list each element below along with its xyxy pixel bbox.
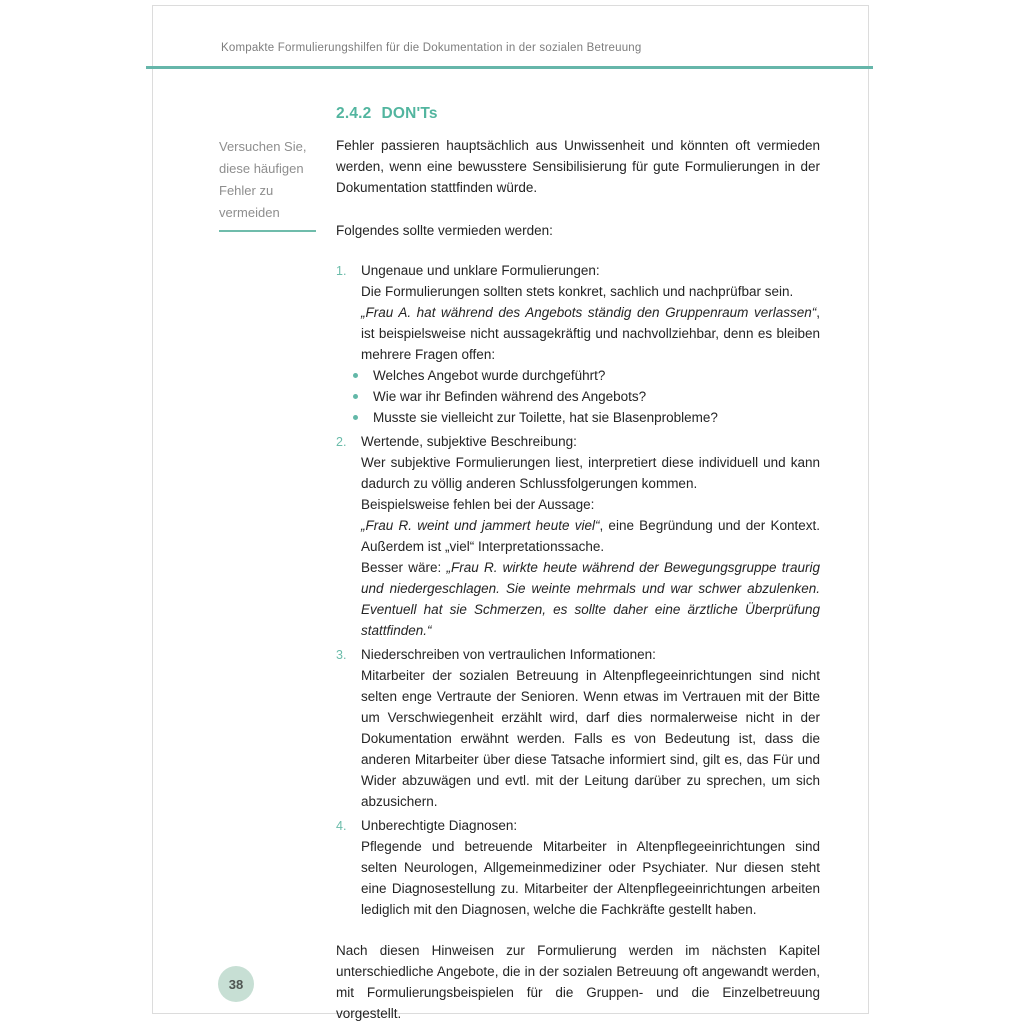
bullet-text: Musste sie vielleicht zur Toilette, hat sie Blasenprobleme? [373,410,718,425]
list-item-1 [336,260,820,428]
bullet-text: Wie war ihr Befinden während des Angebots? [373,389,647,404]
header-rule [146,66,873,69]
closing-paragraph: Nach diesen Hinweisen zur Formulierung werden im nächsten Kapitel unterschiedliche Angebote, die in der sozialen Betreuung oft angewandt werden, mit Formulierungsbeispielen für die Gruppen- und die Einzelbetreuung vorgestellt. [336,943,820,1021]
list-item-2 [336,431,820,641]
list-item-title: Wertende, subjektive Beschreibung: [361,434,577,449]
page-number: 38 [228,976,244,992]
bullet-item [352,407,820,428]
list-item-text: Mitarbeiter der sozialen Betreuung in Altenpflegeeinrichtungen sind nicht selten enge Vertraute der Senioren. Wenn etwas im Vertrauen mit der Bitte um Verschwiegenheit erzählt wird, darf dies normalerweise nicht in der Dokumentation erwähnt werden. Falls es von Bedeutung ist, dass die anderen Mitarbeiter über diese Tatsache informiert sind, gilt es, das Für und Wider abzuwägen und evtl. mit der Leitung darüber zu sprechen, um sich abzusichern. [361,668,820,809]
list-item-number: 1. [336,264,347,278]
list-item-body [361,260,820,428]
margin-note-line: Fehler zu [219,183,274,198]
bullet-text: Welches Angebot wurde durchgeführt? [373,368,606,383]
bullet-icon [352,365,373,386]
margin-note-line: vermeiden [219,205,280,220]
list-item-title: Unberechtigte Diagnosen: [361,818,518,833]
bullet-icon [352,407,373,428]
list-item-4 [336,815,820,920]
bullet-list [361,365,820,428]
lead-line: Folgendes sollte vermieden werden: [336,223,553,238]
list-item-text: Wer subjektive Formulierungen liest, interpretiert diese individuell und kann dadurch zu völlig anderen Schlussfolgerungen kommen. Beispielsweise fehlen bei der Aussage: „Frau R. weint und jammert heute viel“, eine Begründung und der Kontext. Außerdem ist „viel“ Interpretationssache. Besser wäre: „Frau R. wirkte heute während der Bewegungsgruppe traurig und niedergeschlagen. Sie weinte mehrmals und war schwer abzulenken. Eventuell hat sie Schmerzen, es sollte daher eine ärztliche Überprüfung stattfinden.“ [361,455,820,638]
bullet-item [352,386,820,407]
margin-note-underline [219,230,316,232]
list-item-number: 2. [336,435,347,449]
list-item-title: Ungenaue und unklare Formulierungen: [361,263,600,278]
section-title: DON'Ts [381,105,438,122]
list-item-title: Niederschreiben von vertraulichen Informationen: [361,647,656,662]
section-number: 2.4.2 [336,105,372,122]
list-item-number: 3. [336,648,347,662]
donts-list [336,260,820,920]
list-item-body [361,431,820,641]
page-number-badge [218,966,254,1002]
margin-note-line: Versuchen Sie, [219,139,307,154]
book-page [152,5,869,1021]
list-item-3 [336,644,820,812]
list-item-text: Die Formulierungen sollten stets konkret, sachlich und nachprüfbar sein. „Frau A. hat während des Angebots ständig den Gruppenraum verlassen“, ist beispielsweise nicht aussagekräftig und nachvollziehbar, denn es bleiben mehrere Fragen offen: [361,284,820,362]
bullet-item [352,365,820,386]
section-heading [336,105,438,123]
margin-note [219,136,331,232]
main-text-column [336,135,820,1024]
margin-note-line: diese häufigen [219,161,304,176]
bullet-icon [352,386,373,407]
list-item-text: Pflegende und betreuende Mitarbeiter in Altenpflegeeinrichtungen sind selten Neurologen, Allgemeinmediziner oder Psychiater. Nur diesen steht eine Diagnosestellung zu. Mitarbeiter der Altenpflegeeinrichtungen arbeiten lediglich mit den Diagnosen, welche die Fachkräfte gestellt haben. [361,839,820,917]
list-item-body [361,644,820,812]
list-item-body [361,815,820,920]
running-header: Kompakte Formulierungshilfen für die Dokumentation in der sozialen Betreuung [221,42,642,54]
list-item-number: 4. [336,819,347,833]
intro-paragraph: Fehler passieren hauptsächlich aus Unwissenheit und könnten oft vermieden werden, wenn eine bewusstere Sensibilisierung für gute Formulierungen in der Dokumentation stattfinden würde. [336,138,820,195]
